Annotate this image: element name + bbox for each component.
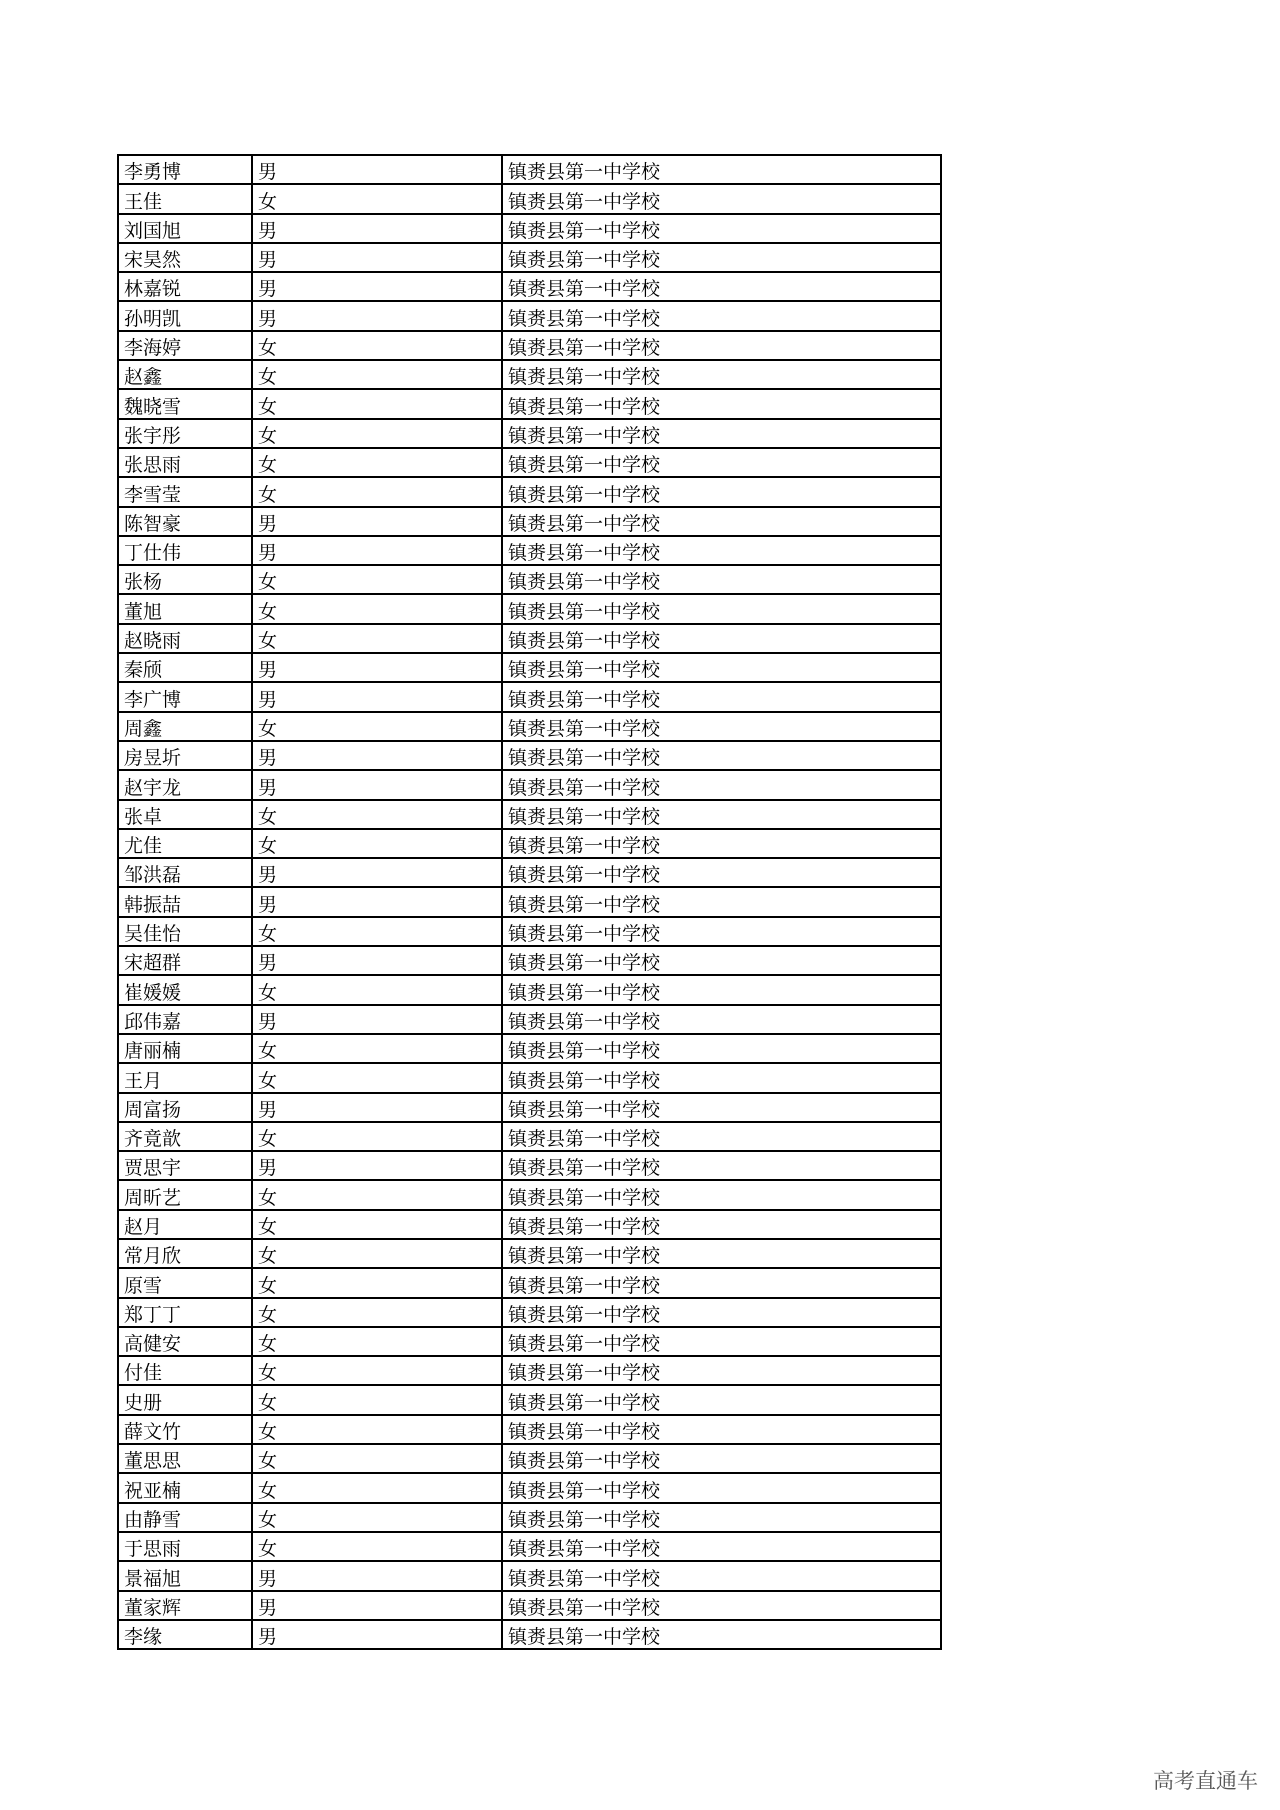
- student-gender-cell: 男: [252, 1591, 502, 1620]
- table-row: [118, 624, 941, 653]
- student-gender-cell: 男: [252, 1005, 502, 1034]
- table-row: [118, 477, 941, 506]
- student-name-cell: 魏晓雪: [118, 389, 252, 418]
- student-gender-cell: 女: [252, 389, 502, 418]
- student-school-cell: 镇赉县第一中学校: [502, 1268, 941, 1297]
- student-name-cell: 齐竟歆: [118, 1122, 252, 1151]
- student-name-cell: 张思雨: [118, 448, 252, 477]
- table-row: [118, 1298, 941, 1327]
- student-gender-cell: 女: [252, 1444, 502, 1473]
- student-gender-cell: 男: [252, 301, 502, 330]
- student-name-cell: 丁仕伟: [118, 536, 252, 565]
- table-row: [118, 1005, 941, 1034]
- student-school-cell: 镇赉县第一中学校: [502, 214, 941, 243]
- student-gender-cell: 女: [252, 565, 502, 594]
- student-gender-cell: 女: [252, 1385, 502, 1414]
- table-row: [118, 1327, 941, 1356]
- student-gender-cell: 男: [252, 770, 502, 799]
- student-school-cell: 镇赉县第一中学校: [502, 243, 941, 272]
- student-school-cell: 镇赉县第一中学校: [502, 975, 941, 1004]
- student-name-cell: 薛文竹: [118, 1415, 252, 1444]
- table-row: [118, 184, 941, 213]
- student-school-cell: 镇赉县第一中学校: [502, 1444, 941, 1473]
- student-name-cell: 王佳: [118, 184, 252, 213]
- table-row: [118, 507, 941, 536]
- student-school-cell: 镇赉县第一中学校: [502, 770, 941, 799]
- student-school-cell: 镇赉县第一中学校: [502, 155, 941, 184]
- student-name-cell: 刘国旭: [118, 214, 252, 243]
- table-row: [118, 155, 941, 184]
- watermark: 高考直通车: [1153, 1769, 1258, 1793]
- table-row: [118, 1532, 941, 1561]
- student-gender-cell: 男: [252, 887, 502, 916]
- table-row: [118, 419, 941, 448]
- student-name-cell: 董家辉: [118, 1591, 252, 1620]
- student-name-cell: 由静雪: [118, 1503, 252, 1532]
- student-gender-cell: 女: [252, 800, 502, 829]
- table-row: [118, 536, 941, 565]
- student-name-cell: 赵鑫: [118, 360, 252, 389]
- student-school-cell: 镇赉县第一中学校: [502, 565, 941, 594]
- student-name-cell: 秦颀: [118, 653, 252, 682]
- student-name-cell: 尤佳: [118, 829, 252, 858]
- student-name-cell: 王月: [118, 1063, 252, 1092]
- student-name-cell: 林嘉锐: [118, 272, 252, 301]
- student-name-cell: 赵宇龙: [118, 770, 252, 799]
- student-name-cell: 张宇彤: [118, 419, 252, 448]
- student-school-cell: 镇赉县第一中学校: [502, 624, 941, 653]
- student-gender-cell: 男: [252, 1620, 502, 1649]
- student-name-cell: 房昱圻: [118, 741, 252, 770]
- table-row: [118, 272, 941, 301]
- student-name-cell: 邹洪磊: [118, 858, 252, 887]
- student-name-cell: 李雪莹: [118, 477, 252, 506]
- student-gender-cell: 女: [252, 1503, 502, 1532]
- student-school-cell: 镇赉县第一中学校: [502, 800, 941, 829]
- student-school-cell: 镇赉县第一中学校: [502, 858, 941, 887]
- student-school-cell: 镇赉县第一中学校: [502, 1093, 941, 1122]
- table-row: [118, 1415, 941, 1444]
- student-school-cell: 镇赉县第一中学校: [502, 360, 941, 389]
- student-name-cell: 于思雨: [118, 1532, 252, 1561]
- table-row: [118, 1093, 941, 1122]
- table-row: [118, 1180, 941, 1209]
- student-school-cell: 镇赉县第一中学校: [502, 653, 941, 682]
- student-school-cell: 镇赉县第一中学校: [502, 1063, 941, 1092]
- table-row: [118, 331, 941, 360]
- student-name-cell: 董思思: [118, 1444, 252, 1473]
- table-row: [118, 829, 941, 858]
- student-gender-cell: 男: [252, 1151, 502, 1180]
- student-school-cell: 镇赉县第一中学校: [502, 1151, 941, 1180]
- student-school-cell: 镇赉县第一中学校: [502, 1298, 941, 1327]
- table-row: [118, 887, 941, 916]
- student-name-cell: 唐丽楠: [118, 1034, 252, 1063]
- table-row: [118, 1151, 941, 1180]
- student-name-cell: 董旭: [118, 594, 252, 623]
- student-school-cell: 镇赉县第一中学校: [502, 1122, 941, 1151]
- student-gender-cell: 男: [252, 214, 502, 243]
- student-gender-cell: 女: [252, 1180, 502, 1209]
- student-school-cell: 镇赉县第一中学校: [502, 594, 941, 623]
- student-school-cell: 镇赉县第一中学校: [502, 829, 941, 858]
- student-name-cell: 陈智豪: [118, 507, 252, 536]
- student-gender-cell: 男: [252, 741, 502, 770]
- table-row: [118, 712, 941, 741]
- student-gender-cell: 女: [252, 712, 502, 741]
- student-school-cell: 镇赉县第一中学校: [502, 682, 941, 711]
- student-name-cell: 张卓: [118, 800, 252, 829]
- student-name-cell: 李缘: [118, 1620, 252, 1649]
- student-school-cell: 镇赉县第一中学校: [502, 1415, 941, 1444]
- table-row: [118, 800, 941, 829]
- student-gender-cell: 男: [252, 507, 502, 536]
- student-name-cell: 赵晓雨: [118, 624, 252, 653]
- student-name-cell: 祝亚楠: [118, 1473, 252, 1502]
- student-school-cell: 镇赉县第一中学校: [502, 1561, 941, 1590]
- table-row: [118, 917, 941, 946]
- student-name-cell: 常月欣: [118, 1239, 252, 1268]
- student-school-cell: 镇赉县第一中学校: [502, 1005, 941, 1034]
- table-row: [118, 1561, 941, 1590]
- student-name-cell: 周昕艺: [118, 1180, 252, 1209]
- table-row: [118, 1620, 941, 1649]
- student-school-cell: 镇赉县第一中学校: [502, 536, 941, 565]
- table-row: [118, 214, 941, 243]
- student-gender-cell: 女: [252, 419, 502, 448]
- student-school-cell: 镇赉县第一中学校: [502, 448, 941, 477]
- student-roster-table: [117, 154, 942, 1650]
- student-gender-cell: 女: [252, 1532, 502, 1561]
- student-name-cell: 宋昊然: [118, 243, 252, 272]
- student-gender-cell: 男: [252, 946, 502, 975]
- student-name-cell: 李海婷: [118, 331, 252, 360]
- student-gender-cell: 女: [252, 917, 502, 946]
- student-name-cell: 郑丁丁: [118, 1298, 252, 1327]
- table-row: [118, 946, 941, 975]
- student-gender-cell: 男: [252, 1093, 502, 1122]
- student-gender-cell: 女: [252, 624, 502, 653]
- student-gender-cell: 男: [252, 243, 502, 272]
- student-gender-cell: 女: [252, 1356, 502, 1385]
- student-gender-cell: 女: [252, 1239, 502, 1268]
- student-school-cell: 镇赉县第一中学校: [502, 741, 941, 770]
- student-school-cell: 镇赉县第一中学校: [502, 1473, 941, 1502]
- table-row: [118, 1385, 941, 1414]
- student-school-cell: 镇赉县第一中学校: [502, 1327, 941, 1356]
- student-school-cell: 镇赉县第一中学校: [502, 1239, 941, 1268]
- student-school-cell: 镇赉县第一中学校: [502, 1034, 941, 1063]
- student-gender-cell: 女: [252, 1034, 502, 1063]
- table-row: [118, 1591, 941, 1620]
- student-school-cell: 镇赉县第一中学校: [502, 331, 941, 360]
- student-name-cell: 付佳: [118, 1356, 252, 1385]
- student-school-cell: 镇赉县第一中学校: [502, 1503, 941, 1532]
- table-row: [118, 1122, 941, 1151]
- table-row: [118, 975, 941, 1004]
- table-row: [118, 360, 941, 389]
- student-gender-cell: 男: [252, 858, 502, 887]
- student-school-cell: 镇赉县第一中学校: [502, 1180, 941, 1209]
- student-gender-cell: 女: [252, 1122, 502, 1151]
- student-school-cell: 镇赉县第一中学校: [502, 507, 941, 536]
- student-school-cell: 镇赉县第一中学校: [502, 946, 941, 975]
- student-name-cell: 韩振喆: [118, 887, 252, 916]
- table-row: [118, 1473, 941, 1502]
- table-row: [118, 682, 941, 711]
- student-name-cell: 宋超群: [118, 946, 252, 975]
- student-school-cell: 镇赉县第一中学校: [502, 712, 941, 741]
- student-gender-cell: 男: [252, 1561, 502, 1590]
- table-row: [118, 741, 941, 770]
- student-name-cell: 邱伟嘉: [118, 1005, 252, 1034]
- student-gender-cell: 男: [252, 272, 502, 301]
- student-gender-cell: 女: [252, 477, 502, 506]
- table-row: [118, 594, 941, 623]
- student-name-cell: 贾思宇: [118, 1151, 252, 1180]
- table-row: [118, 448, 941, 477]
- table-row: [118, 389, 941, 418]
- student-name-cell: 原雪: [118, 1268, 252, 1297]
- student-gender-cell: 女: [252, 1268, 502, 1297]
- student-name-cell: 崔媛媛: [118, 975, 252, 1004]
- table-row: [118, 301, 941, 330]
- student-school-cell: 镇赉县第一中学校: [502, 272, 941, 301]
- table-row: [118, 565, 941, 594]
- student-school-cell: 镇赉县第一中学校: [502, 1620, 941, 1649]
- student-school-cell: 镇赉县第一中学校: [502, 1532, 941, 1561]
- student-name-cell: 高健安: [118, 1327, 252, 1356]
- table-row: [118, 653, 941, 682]
- table-row: [118, 1034, 941, 1063]
- table-row: [118, 1444, 941, 1473]
- student-name-cell: 史册: [118, 1385, 252, 1414]
- table-row: [118, 858, 941, 887]
- student-school-cell: 镇赉县第一中学校: [502, 917, 941, 946]
- student-gender-cell: 女: [252, 1063, 502, 1092]
- student-gender-cell: 女: [252, 1327, 502, 1356]
- student-gender-cell: 女: [252, 360, 502, 389]
- student-gender-cell: 男: [252, 682, 502, 711]
- student-school-cell: 镇赉县第一中学校: [502, 184, 941, 213]
- student-gender-cell: 女: [252, 975, 502, 1004]
- student-gender-cell: 女: [252, 1298, 502, 1327]
- student-school-cell: 镇赉县第一中学校: [502, 389, 941, 418]
- table-row: [118, 243, 941, 272]
- student-gender-cell: 男: [252, 536, 502, 565]
- student-gender-cell: 女: [252, 448, 502, 477]
- student-gender-cell: 女: [252, 1415, 502, 1444]
- table-row: [118, 1268, 941, 1297]
- student-gender-cell: 女: [252, 594, 502, 623]
- student-gender-cell: 女: [252, 184, 502, 213]
- student-gender-cell: 女: [252, 331, 502, 360]
- student-gender-cell: 女: [252, 1210, 502, 1239]
- student-name-cell: 周富扬: [118, 1093, 252, 1122]
- student-school-cell: 镇赉县第一中学校: [502, 887, 941, 916]
- student-name-cell: 周鑫: [118, 712, 252, 741]
- student-school-cell: 镇赉县第一中学校: [502, 1210, 941, 1239]
- student-school-cell: 镇赉县第一中学校: [502, 301, 941, 330]
- table-row: [118, 1239, 941, 1268]
- table-row: [118, 1063, 941, 1092]
- student-school-cell: 镇赉县第一中学校: [502, 1356, 941, 1385]
- table-row: [118, 1210, 941, 1239]
- roster-body: [118, 155, 941, 1649]
- student-name-cell: 张杨: [118, 565, 252, 594]
- student-name-cell: 吴佳怡: [118, 917, 252, 946]
- student-name-cell: 赵月: [118, 1210, 252, 1239]
- student-gender-cell: 女: [252, 1473, 502, 1502]
- student-school-cell: 镇赉县第一中学校: [502, 1385, 941, 1414]
- table-row: [118, 1503, 941, 1532]
- student-name-cell: 孙明凯: [118, 301, 252, 330]
- student-name-cell: 李广博: [118, 682, 252, 711]
- table-row: [118, 1356, 941, 1385]
- student-gender-cell: 女: [252, 829, 502, 858]
- table-row: [118, 770, 941, 799]
- student-school-cell: 镇赉县第一中学校: [502, 477, 941, 506]
- student-name-cell: 李勇博: [118, 155, 252, 184]
- student-school-cell: 镇赉县第一中学校: [502, 1591, 941, 1620]
- student-gender-cell: 男: [252, 155, 502, 184]
- student-name-cell: 景福旭: [118, 1561, 252, 1590]
- student-school-cell: 镇赉县第一中学校: [502, 419, 941, 448]
- student-gender-cell: 男: [252, 653, 502, 682]
